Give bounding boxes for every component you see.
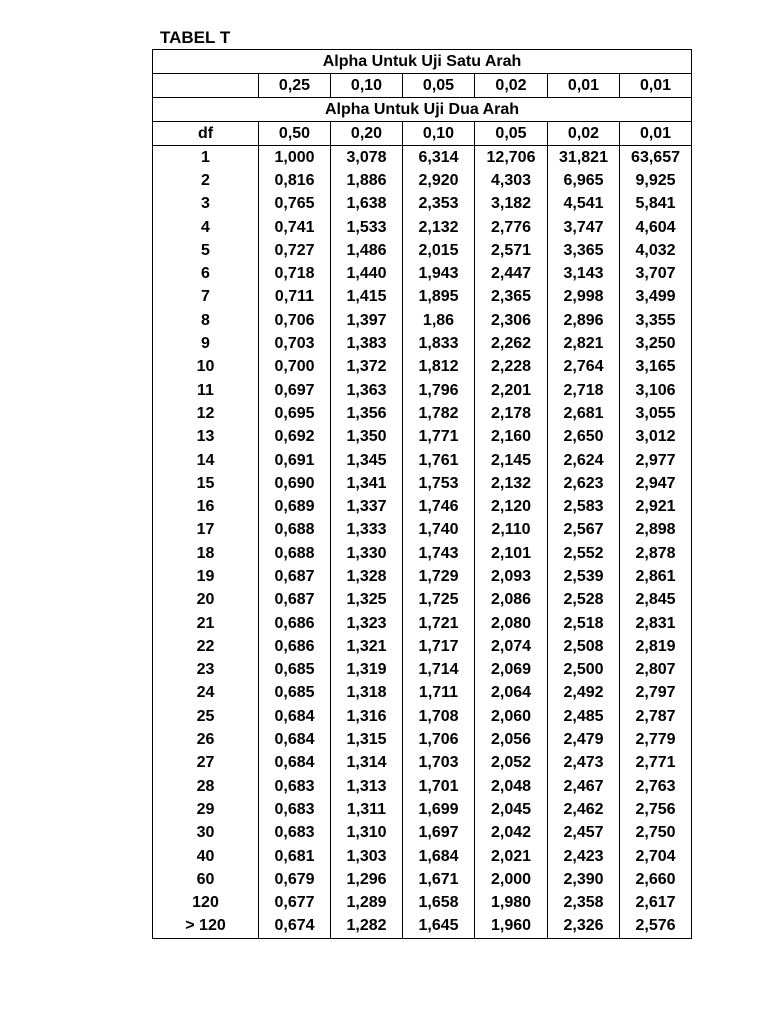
- critical-value-cell: 2,479: [548, 728, 620, 751]
- critical-value-cell: 1,533: [331, 216, 403, 239]
- critical-value-cell: 2,878: [620, 542, 692, 565]
- critical-value-cell: 0,695: [259, 402, 331, 425]
- critical-value-cell: 1,701: [403, 775, 475, 798]
- critical-value-cell: 2,861: [620, 565, 692, 588]
- critical-value-cell: 0,674: [259, 915, 331, 939]
- critical-value-cell: 3,747: [548, 216, 620, 239]
- critical-value-cell: 1,714: [403, 659, 475, 682]
- critical-value-cell: 1,328: [331, 565, 403, 588]
- critical-value-cell: 1,372: [331, 356, 403, 379]
- df-cell: 3: [153, 193, 259, 216]
- critical-value-cell: 1,812: [403, 356, 475, 379]
- critical-value-cell: 0,706: [259, 309, 331, 332]
- critical-value-cell: 2,326: [548, 915, 620, 939]
- table-row: [153, 332, 692, 355]
- critical-value-cell: 2,583: [548, 495, 620, 518]
- critical-value-cell: 2,457: [548, 822, 620, 845]
- critical-value-cell: 6,314: [403, 146, 475, 170]
- critical-value-cell: 1,708: [403, 705, 475, 728]
- critical-value-cell: 1,703: [403, 752, 475, 775]
- critical-value-cell: 2,567: [548, 519, 620, 542]
- critical-value-cell: 1,313: [331, 775, 403, 798]
- critical-value-cell: 2,093: [475, 565, 548, 588]
- critical-value-cell: 1,333: [331, 519, 403, 542]
- df-cell: 20: [153, 589, 259, 612]
- table-row: [153, 565, 692, 588]
- table-row: [153, 775, 692, 798]
- table-row: [153, 309, 692, 332]
- critical-value-cell: 0,690: [259, 472, 331, 495]
- critical-value-cell: 1,325: [331, 589, 403, 612]
- critical-value-cell: 3,499: [620, 286, 692, 309]
- critical-value-cell: 0,765: [259, 193, 331, 216]
- critical-value-cell: 0,677: [259, 892, 331, 915]
- critical-value-cell: 2,623: [548, 472, 620, 495]
- critical-value-cell: 2,423: [548, 845, 620, 868]
- two-tail-alpha-cell: 0,01: [620, 122, 692, 146]
- critical-value-cell: 2,756: [620, 798, 692, 821]
- two-tail-alpha-cell: 0,50: [259, 122, 331, 146]
- critical-value-cell: 2,353: [403, 193, 475, 216]
- one-tail-header-row: [153, 50, 692, 74]
- critical-value-cell: 3,365: [548, 239, 620, 262]
- critical-value-cell: 2,617: [620, 892, 692, 915]
- table-row: [153, 379, 692, 402]
- table-row: [153, 239, 692, 262]
- critical-value-cell: 1,337: [331, 495, 403, 518]
- critical-value-cell: 0,688: [259, 542, 331, 565]
- critical-value-cell: 2,821: [548, 332, 620, 355]
- critical-value-cell: 3,143: [548, 262, 620, 285]
- table-row: [153, 519, 692, 542]
- critical-value-cell: 2,021: [475, 845, 548, 868]
- critical-value-cell: 1,350: [331, 426, 403, 449]
- table-row: [153, 146, 692, 170]
- critical-value-cell: 1,753: [403, 472, 475, 495]
- table-row: [153, 356, 692, 379]
- table-row: [153, 892, 692, 915]
- one-tail-alpha-cell: 0,05: [403, 74, 475, 98]
- table-row: [153, 193, 692, 216]
- critical-value-cell: 2,015: [403, 239, 475, 262]
- critical-value-cell: 2,080: [475, 612, 548, 635]
- table-row: [153, 426, 692, 449]
- table-row: [153, 635, 692, 658]
- critical-value-cell: 2,101: [475, 542, 548, 565]
- critical-value-cell: 1,296: [331, 868, 403, 891]
- critical-value-cell: 0,703: [259, 332, 331, 355]
- table-row: [153, 752, 692, 775]
- two-tail-alpha-cell: 0,20: [331, 122, 403, 146]
- critical-value-cell: 3,250: [620, 332, 692, 355]
- critical-value-cell: 1,706: [403, 728, 475, 751]
- df-cell: 21: [153, 612, 259, 635]
- critical-value-cell: 2,518: [548, 612, 620, 635]
- df-cell: 19: [153, 565, 259, 588]
- critical-value-cell: 2,845: [620, 589, 692, 612]
- critical-value-cell: 0,681: [259, 845, 331, 868]
- critical-value-cell: 0,711: [259, 286, 331, 309]
- critical-value-cell: 2,998: [548, 286, 620, 309]
- critical-value-cell: 2,390: [548, 868, 620, 891]
- critical-value-cell: 0,686: [259, 635, 331, 658]
- table-row: [153, 402, 692, 425]
- one-tail-alpha-cell: 0,02: [475, 74, 548, 98]
- df-cell: 29: [153, 798, 259, 821]
- critical-value-cell: 1,717: [403, 635, 475, 658]
- critical-value-cell: 2,262: [475, 332, 548, 355]
- critical-value-cell: 1,771: [403, 426, 475, 449]
- critical-value-cell: 2,132: [403, 216, 475, 239]
- critical-value-cell: 2,977: [620, 449, 692, 472]
- critical-value-cell: 2,045: [475, 798, 548, 821]
- critical-value-cell: 2,467: [548, 775, 620, 798]
- critical-value-cell: 1,440: [331, 262, 403, 285]
- critical-value-cell: 2,681: [548, 402, 620, 425]
- critical-value-cell: 1,725: [403, 589, 475, 612]
- critical-value-cell: 1,289: [331, 892, 403, 915]
- critical-value-cell: 1,86: [403, 309, 475, 332]
- critical-value-cell: 2,086: [475, 589, 548, 612]
- critical-value-cell: 1,323: [331, 612, 403, 635]
- df-cell: 28: [153, 775, 259, 798]
- critical-value-cell: 1,363: [331, 379, 403, 402]
- critical-value-cell: 2,797: [620, 682, 692, 705]
- critical-value-cell: 4,604: [620, 216, 692, 239]
- critical-value-cell: 2,624: [548, 449, 620, 472]
- table-row: [153, 845, 692, 868]
- critical-value-cell: 0,692: [259, 426, 331, 449]
- critical-value-cell: 2,764: [548, 356, 620, 379]
- table-body: [153, 146, 692, 939]
- critical-value-cell: 1,319: [331, 659, 403, 682]
- critical-value-cell: 0,685: [259, 682, 331, 705]
- critical-value-cell: 2,763: [620, 775, 692, 798]
- critical-value-cell: 1,303: [331, 845, 403, 868]
- critical-value-cell: 1,658: [403, 892, 475, 915]
- critical-value-cell: 0,684: [259, 752, 331, 775]
- table-row: [153, 262, 692, 285]
- critical-value-cell: 0,688: [259, 519, 331, 542]
- two-tail-header: Alpha Untuk Uji Dua Arah: [153, 98, 692, 122]
- table-row: [153, 682, 692, 705]
- critical-value-cell: 1,282: [331, 915, 403, 939]
- critical-value-cell: 2,771: [620, 752, 692, 775]
- critical-value-cell: 2,807: [620, 659, 692, 682]
- critical-value-cell: 2,528: [548, 589, 620, 612]
- critical-value-cell: 2,485: [548, 705, 620, 728]
- critical-value-cell: 0,700: [259, 356, 331, 379]
- critical-value-cell: 2,921: [620, 495, 692, 518]
- critical-value-cell: 0,687: [259, 565, 331, 588]
- df-cell: 11: [153, 379, 259, 402]
- critical-value-cell: 0,687: [259, 589, 331, 612]
- critical-value-cell: 1,356: [331, 402, 403, 425]
- df-cell: 27: [153, 752, 259, 775]
- critical-value-cell: 2,048: [475, 775, 548, 798]
- critical-value-cell: 31,821: [548, 146, 620, 170]
- df-cell: 16: [153, 495, 259, 518]
- critical-value-cell: 1,397: [331, 309, 403, 332]
- table-row: [153, 472, 692, 495]
- critical-value-cell: 2,492: [548, 682, 620, 705]
- critical-value-cell: 4,303: [475, 169, 548, 192]
- critical-value-cell: 1,729: [403, 565, 475, 588]
- critical-value-cell: 2,787: [620, 705, 692, 728]
- critical-value-cell: 2,947: [620, 472, 692, 495]
- critical-value-cell: 2,576: [620, 915, 692, 939]
- critical-value-cell: 1,721: [403, 612, 475, 635]
- critical-value-cell: 1,000: [259, 146, 331, 170]
- critical-value-cell: 0,691: [259, 449, 331, 472]
- critical-value-cell: 1,383: [331, 332, 403, 355]
- df-cell: 23: [153, 659, 259, 682]
- df-cell: 4: [153, 216, 259, 239]
- critical-value-cell: 1,310: [331, 822, 403, 845]
- critical-value-cell: 2,228: [475, 356, 548, 379]
- critical-value-cell: 1,960: [475, 915, 548, 939]
- critical-value-cell: 0,689: [259, 495, 331, 518]
- df-cell: 18: [153, 542, 259, 565]
- critical-value-cell: 1,796: [403, 379, 475, 402]
- critical-value-cell: 3,707: [620, 262, 692, 285]
- table-row: [153, 542, 692, 565]
- df-cell: 22: [153, 635, 259, 658]
- critical-value-cell: 1,761: [403, 449, 475, 472]
- table-row: [153, 169, 692, 192]
- critical-value-cell: 2,896: [548, 309, 620, 332]
- table-row: [153, 728, 692, 751]
- critical-value-cell: 0,816: [259, 169, 331, 192]
- critical-value-cell: 63,657: [620, 146, 692, 170]
- df-cell: 15: [153, 472, 259, 495]
- critical-value-cell: 2,358: [548, 892, 620, 915]
- critical-value-cell: 9,925: [620, 169, 692, 192]
- table-row: [153, 705, 692, 728]
- critical-value-cell: 2,473: [548, 752, 620, 775]
- one-tail-alpha-cell: 0,25: [259, 74, 331, 98]
- critical-value-cell: 2,779: [620, 728, 692, 751]
- df-cell: 6: [153, 262, 259, 285]
- critical-value-cell: 2,718: [548, 379, 620, 402]
- df-cell: 25: [153, 705, 259, 728]
- critical-value-cell: 2,500: [548, 659, 620, 682]
- critical-value-cell: 3,012: [620, 426, 692, 449]
- critical-value-cell: 0,683: [259, 822, 331, 845]
- critical-value-cell: 1,314: [331, 752, 403, 775]
- critical-value-cell: 4,541: [548, 193, 620, 216]
- critical-value-cell: 1,743: [403, 542, 475, 565]
- table-row: [153, 659, 692, 682]
- critical-value-cell: 0,683: [259, 798, 331, 821]
- table-row: [153, 612, 692, 635]
- critical-value-cell: 2,000: [475, 868, 548, 891]
- critical-value-cell: 2,064: [475, 682, 548, 705]
- table-row: [153, 915, 692, 939]
- critical-value-cell: 1,345: [331, 449, 403, 472]
- critical-value-cell: 2,069: [475, 659, 548, 682]
- critical-value-cell: 2,365: [475, 286, 548, 309]
- critical-value-cell: 2,831: [620, 612, 692, 635]
- table-row: [153, 868, 692, 891]
- critical-value-cell: 1,895: [403, 286, 475, 309]
- df-cell: 30: [153, 822, 259, 845]
- critical-value-cell: 2,160: [475, 426, 548, 449]
- critical-value-cell: 2,145: [475, 449, 548, 472]
- critical-value-cell: 2,704: [620, 845, 692, 868]
- critical-value-cell: 2,750: [620, 822, 692, 845]
- critical-value-cell: 2,056: [475, 728, 548, 751]
- critical-value-cell: 1,318: [331, 682, 403, 705]
- critical-value-cell: 2,178: [475, 402, 548, 425]
- empty-header-cell: [153, 74, 259, 98]
- two-tail-alpha-cell: 0,02: [548, 122, 620, 146]
- critical-value-cell: 1,684: [403, 845, 475, 868]
- critical-value-cell: 2,306: [475, 309, 548, 332]
- critical-value-cell: 1,886: [331, 169, 403, 192]
- one-tail-alpha-cell: 0,10: [331, 74, 403, 98]
- critical-value-cell: 0,685: [259, 659, 331, 682]
- df-cell: 1: [153, 146, 259, 170]
- table-row: [153, 798, 692, 821]
- critical-value-cell: 12,706: [475, 146, 548, 170]
- two-tail-alpha-row: [153, 122, 692, 146]
- df-cell: 120: [153, 892, 259, 915]
- critical-value-cell: 0,683: [259, 775, 331, 798]
- df-cell: 13: [153, 426, 259, 449]
- critical-value-cell: 1,486: [331, 239, 403, 262]
- critical-value-cell: 2,660: [620, 868, 692, 891]
- critical-value-cell: 2,201: [475, 379, 548, 402]
- critical-value-cell: 1,316: [331, 705, 403, 728]
- table-row: [153, 822, 692, 845]
- critical-value-cell: 3,078: [331, 146, 403, 170]
- critical-value-cell: 0,741: [259, 216, 331, 239]
- df-cell: 2: [153, 169, 259, 192]
- critical-value-cell: 2,819: [620, 635, 692, 658]
- critical-value-cell: 2,571: [475, 239, 548, 262]
- critical-value-cell: 2,898: [620, 519, 692, 542]
- critical-value-cell: 6,965: [548, 169, 620, 192]
- table-row: [153, 495, 692, 518]
- critical-value-cell: 3,165: [620, 356, 692, 379]
- critical-value-cell: 3,182: [475, 193, 548, 216]
- critical-value-cell: 2,120: [475, 495, 548, 518]
- df-cell: 26: [153, 728, 259, 751]
- critical-value-cell: 2,462: [548, 798, 620, 821]
- one-tail-alpha-row: [153, 74, 692, 98]
- critical-value-cell: 1,638: [331, 193, 403, 216]
- critical-value-cell: 2,552: [548, 542, 620, 565]
- critical-value-cell: 4,032: [620, 239, 692, 262]
- critical-value-cell: 2,920: [403, 169, 475, 192]
- df-cell: 14: [153, 449, 259, 472]
- critical-value-cell: 0,727: [259, 239, 331, 262]
- table-title: TABEL T: [160, 28, 231, 47]
- df-cell: 40: [153, 845, 259, 868]
- critical-value-cell: 1,315: [331, 728, 403, 751]
- critical-value-cell: 1,943: [403, 262, 475, 285]
- table-row: [153, 589, 692, 612]
- critical-value-cell: 2,539: [548, 565, 620, 588]
- two-tail-alpha-cell: 0,05: [475, 122, 548, 146]
- critical-value-cell: 2,052: [475, 752, 548, 775]
- critical-value-cell: 1,415: [331, 286, 403, 309]
- critical-value-cell: 2,110: [475, 519, 548, 542]
- critical-value-cell: 1,697: [403, 822, 475, 845]
- critical-value-cell: 1,711: [403, 682, 475, 705]
- critical-value-cell: 1,746: [403, 495, 475, 518]
- critical-value-cell: 1,833: [403, 332, 475, 355]
- one-tail-alpha-cell: 0,01: [548, 74, 620, 98]
- critical-value-cell: 1,321: [331, 635, 403, 658]
- critical-value-cell: 2,042: [475, 822, 548, 845]
- critical-value-cell: 3,355: [620, 309, 692, 332]
- critical-value-cell: 1,330: [331, 542, 403, 565]
- df-cell: 5: [153, 239, 259, 262]
- critical-value-cell: 1,782: [403, 402, 475, 425]
- critical-value-cell: 1,740: [403, 519, 475, 542]
- critical-value-cell: 0,697: [259, 379, 331, 402]
- two-tail-header-row: [153, 98, 692, 122]
- critical-value-cell: 2,447: [475, 262, 548, 285]
- critical-value-cell: 1,980: [475, 892, 548, 915]
- table-row: [153, 286, 692, 309]
- t-distribution-table: [152, 49, 692, 939]
- df-cell: 10: [153, 356, 259, 379]
- critical-value-cell: 2,132: [475, 472, 548, 495]
- two-tail-alpha-cell: 0,10: [403, 122, 475, 146]
- critical-value-cell: 2,508: [548, 635, 620, 658]
- critical-value-cell: 0,684: [259, 728, 331, 751]
- table-row: [153, 216, 692, 239]
- critical-value-cell: 0,679: [259, 868, 331, 891]
- critical-value-cell: 3,055: [620, 402, 692, 425]
- critical-value-cell: 1,671: [403, 868, 475, 891]
- df-cell: 7: [153, 286, 259, 309]
- df-cell: 17: [153, 519, 259, 542]
- df-column-header: df: [153, 122, 259, 146]
- critical-value-cell: 2,650: [548, 426, 620, 449]
- critical-value-cell: 1,699: [403, 798, 475, 821]
- table-row: [153, 449, 692, 472]
- df-cell: 24: [153, 682, 259, 705]
- df-cell: 8: [153, 309, 259, 332]
- critical-value-cell: 2,060: [475, 705, 548, 728]
- critical-value-cell: 0,684: [259, 705, 331, 728]
- critical-value-cell: 0,718: [259, 262, 331, 285]
- critical-value-cell: 1,645: [403, 915, 475, 939]
- df-cell: 9: [153, 332, 259, 355]
- df-cell: 60: [153, 868, 259, 891]
- critical-value-cell: 1,311: [331, 798, 403, 821]
- one-tail-alpha-cell: 0,01: [620, 74, 692, 98]
- one-tail-header: Alpha Untuk Uji Satu Arah: [153, 50, 692, 74]
- df-cell: > 120: [153, 915, 259, 939]
- df-cell: 12: [153, 402, 259, 425]
- critical-value-cell: 2,776: [475, 216, 548, 239]
- critical-value-cell: 1,341: [331, 472, 403, 495]
- critical-value-cell: 5,841: [620, 193, 692, 216]
- critical-value-cell: 3,106: [620, 379, 692, 402]
- critical-value-cell: 2,074: [475, 635, 548, 658]
- critical-value-cell: 0,686: [259, 612, 331, 635]
